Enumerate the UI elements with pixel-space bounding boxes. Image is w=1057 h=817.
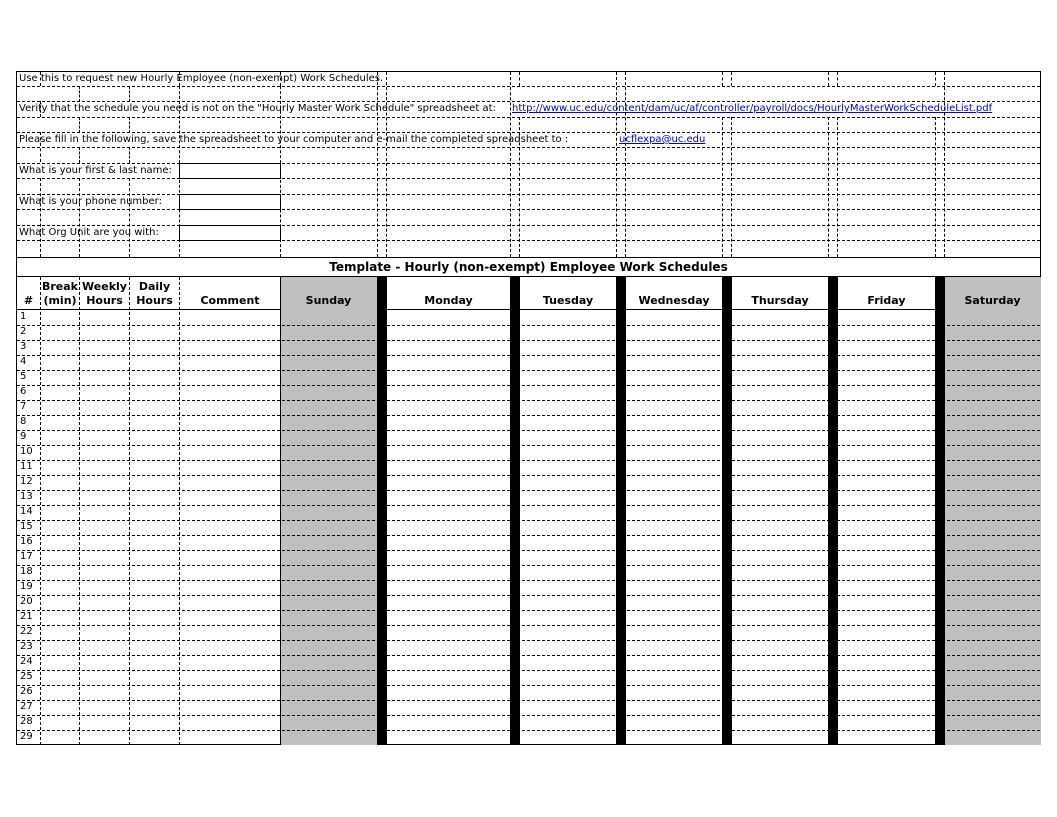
- gridline: [731, 72, 732, 86]
- submit-instruction: Please fill in the following, save the spreadsheet to your computer and e-mail the completed spreadsheet to :: [19, 134, 569, 145]
- gridline: [129, 86, 130, 102]
- table-row-divider: [17, 520, 1040, 521]
- table-row-divider: [17, 430, 1040, 431]
- table-row-divider: [17, 325, 1040, 326]
- row-number: 18: [20, 566, 33, 577]
- table-row-divider: [17, 580, 1040, 581]
- table-row-divider: [17, 640, 1040, 641]
- table-row-divider: [17, 535, 1040, 536]
- table-row-divider: [17, 700, 1040, 701]
- gridline: [17, 194, 1040, 195]
- column-header-daily-hours: Daily Hours: [136, 280, 173, 307]
- table-row-divider: [17, 565, 1040, 566]
- row-number: 9: [20, 431, 27, 442]
- table-row-divider: [17, 355, 1040, 356]
- day-separator: [616, 277, 626, 745]
- gridline: [944, 72, 945, 257]
- column-divider: [280, 277, 281, 745]
- table-row-divider: [17, 400, 1040, 401]
- gridline: [722, 72, 723, 86]
- row-number: 28: [20, 716, 33, 727]
- column-header-tuesday: Tuesday: [542, 294, 594, 307]
- table-row-divider: [17, 730, 1040, 731]
- verify-instruction: Verify that the schedule you need is not on the "Hourly Master Work Schedule" spreadsheet at:: [19, 103, 496, 114]
- column-header-monday: Monday: [424, 294, 473, 307]
- phone-field[interactable]: [179, 194, 281, 210]
- row-number: 13: [20, 491, 33, 502]
- table-row-divider: [17, 625, 1040, 626]
- gridline: [129, 117, 130, 133]
- header-bottom-border: [17, 309, 1040, 310]
- column-divider: [79, 277, 80, 745]
- row-number: 7: [20, 401, 27, 412]
- org-unit-field[interactable]: [179, 225, 281, 241]
- table-row-divider: [17, 460, 1040, 461]
- gridline: [17, 147, 1040, 148]
- gridline: [722, 117, 723, 257]
- row-number: 4: [20, 356, 27, 367]
- column-divider: [40, 277, 41, 745]
- row-number: 24: [20, 656, 33, 667]
- day-separator: [722, 277, 732, 745]
- gridline: [79, 147, 80, 163]
- row-number: 16: [20, 536, 33, 547]
- gridline: [17, 117, 1040, 118]
- table-row-divider: [17, 445, 1040, 446]
- spreadsheet: [16, 71, 1041, 745]
- gridline: [510, 72, 511, 257]
- row-number: 6: [20, 386, 27, 397]
- row-number: 20: [20, 596, 33, 607]
- row-number: 29: [20, 731, 33, 742]
- table-row-divider: [17, 370, 1040, 371]
- column-header-wednesday: Wednesday: [638, 294, 710, 307]
- row-number: 15: [20, 521, 33, 532]
- gridline: [837, 117, 838, 257]
- org-unit-label: What Org Unit are you with:: [19, 227, 159, 238]
- row-number: 22: [20, 626, 33, 637]
- row-number: 12: [20, 476, 33, 487]
- row-number: 21: [20, 611, 33, 622]
- gridline: [935, 72, 936, 86]
- table-row-divider: [17, 505, 1040, 506]
- column-header-break: Break (min): [41, 280, 78, 307]
- gridline: [616, 72, 617, 257]
- table-row-divider: [17, 385, 1040, 386]
- intro-instruction: Use this to request new Hourly Employee (non-exempt) Work Schedules.: [19, 73, 384, 84]
- table-row-divider: [17, 475, 1040, 476]
- gridline: [17, 209, 1040, 210]
- name-field[interactable]: [179, 163, 281, 179]
- row-number: 10: [20, 446, 33, 457]
- column-divider: [179, 277, 180, 745]
- gridline: [17, 178, 1040, 179]
- row-number: 2: [20, 326, 27, 337]
- column-header-weekly-hours: Weekly Hours: [82, 280, 127, 307]
- gridline: [828, 72, 829, 86]
- row-number: 26: [20, 686, 33, 697]
- gridline: [40, 178, 41, 257]
- gridline: [837, 72, 838, 86]
- day-separator: [377, 277, 387, 745]
- gridline: [129, 178, 130, 257]
- gridline: [79, 178, 80, 257]
- table-row-divider: [17, 550, 1040, 551]
- column-header-saturday: Saturday: [964, 294, 1021, 307]
- table-row-divider: [17, 655, 1040, 656]
- email-link[interactable]: ucflexpa@uc.edu: [619, 134, 706, 145]
- table-row-divider: [17, 415, 1040, 416]
- table-row-divider: [17, 715, 1040, 716]
- gridline: [386, 72, 387, 257]
- row-number: 5: [20, 371, 27, 382]
- title-bottom-border: [17, 276, 1040, 277]
- row-number: 14: [20, 506, 33, 517]
- phone-label: What is your phone number:: [19, 196, 162, 207]
- day-separator: [935, 277, 945, 745]
- name-label: What is your first & last name:: [19, 165, 172, 176]
- row-number: 17: [20, 551, 33, 562]
- row-number: 25: [20, 671, 33, 682]
- row-number: 8: [20, 416, 27, 427]
- table-row-divider: [17, 595, 1040, 596]
- gridline: [935, 117, 936, 257]
- row-number: 19: [20, 581, 33, 592]
- table-row-divider: [17, 340, 1040, 341]
- column-divider: [129, 277, 130, 745]
- table-row-divider: [17, 670, 1040, 671]
- master-schedule-link[interactable]: http://www.uc.edu/content/dam/uc/af/controller/payroll/docs/HourlyMasterWorkScheduleList.pdf: [512, 103, 993, 114]
- table-row-divider: [17, 490, 1040, 491]
- gridline: [828, 117, 829, 257]
- row-number: 11: [20, 461, 33, 472]
- gridline: [17, 86, 1040, 87]
- gridline: [377, 72, 378, 257]
- row-number: 1: [20, 311, 27, 322]
- gridline: [17, 225, 1040, 226]
- table-row-divider: [17, 610, 1040, 611]
- row-number: 3: [20, 341, 27, 352]
- column-header-comment: Comment: [200, 294, 260, 307]
- row-number: 27: [20, 701, 33, 712]
- table-row-divider: [17, 685, 1040, 686]
- column-header-sunday: Sunday: [305, 294, 352, 307]
- day-separator: [828, 277, 838, 745]
- sunday-column-fill: [280, 277, 377, 745]
- gridline: [625, 72, 626, 257]
- gridline: [79, 117, 80, 133]
- table-title: Template - Hourly (non-exempt) Employee Work Schedules: [329, 260, 728, 274]
- gridline: [731, 117, 732, 257]
- gridline: [129, 147, 130, 163]
- column-header-thursday: Thursday: [751, 294, 809, 307]
- row-number: 23: [20, 641, 33, 652]
- column-header-number: #: [23, 294, 34, 307]
- gridline: [519, 72, 520, 86]
- gridline: [17, 240, 1040, 241]
- saturday-column-fill: [944, 277, 1041, 745]
- column-header-friday: Friday: [867, 294, 906, 307]
- gridline: [79, 86, 80, 102]
- day-separator: [510, 277, 520, 745]
